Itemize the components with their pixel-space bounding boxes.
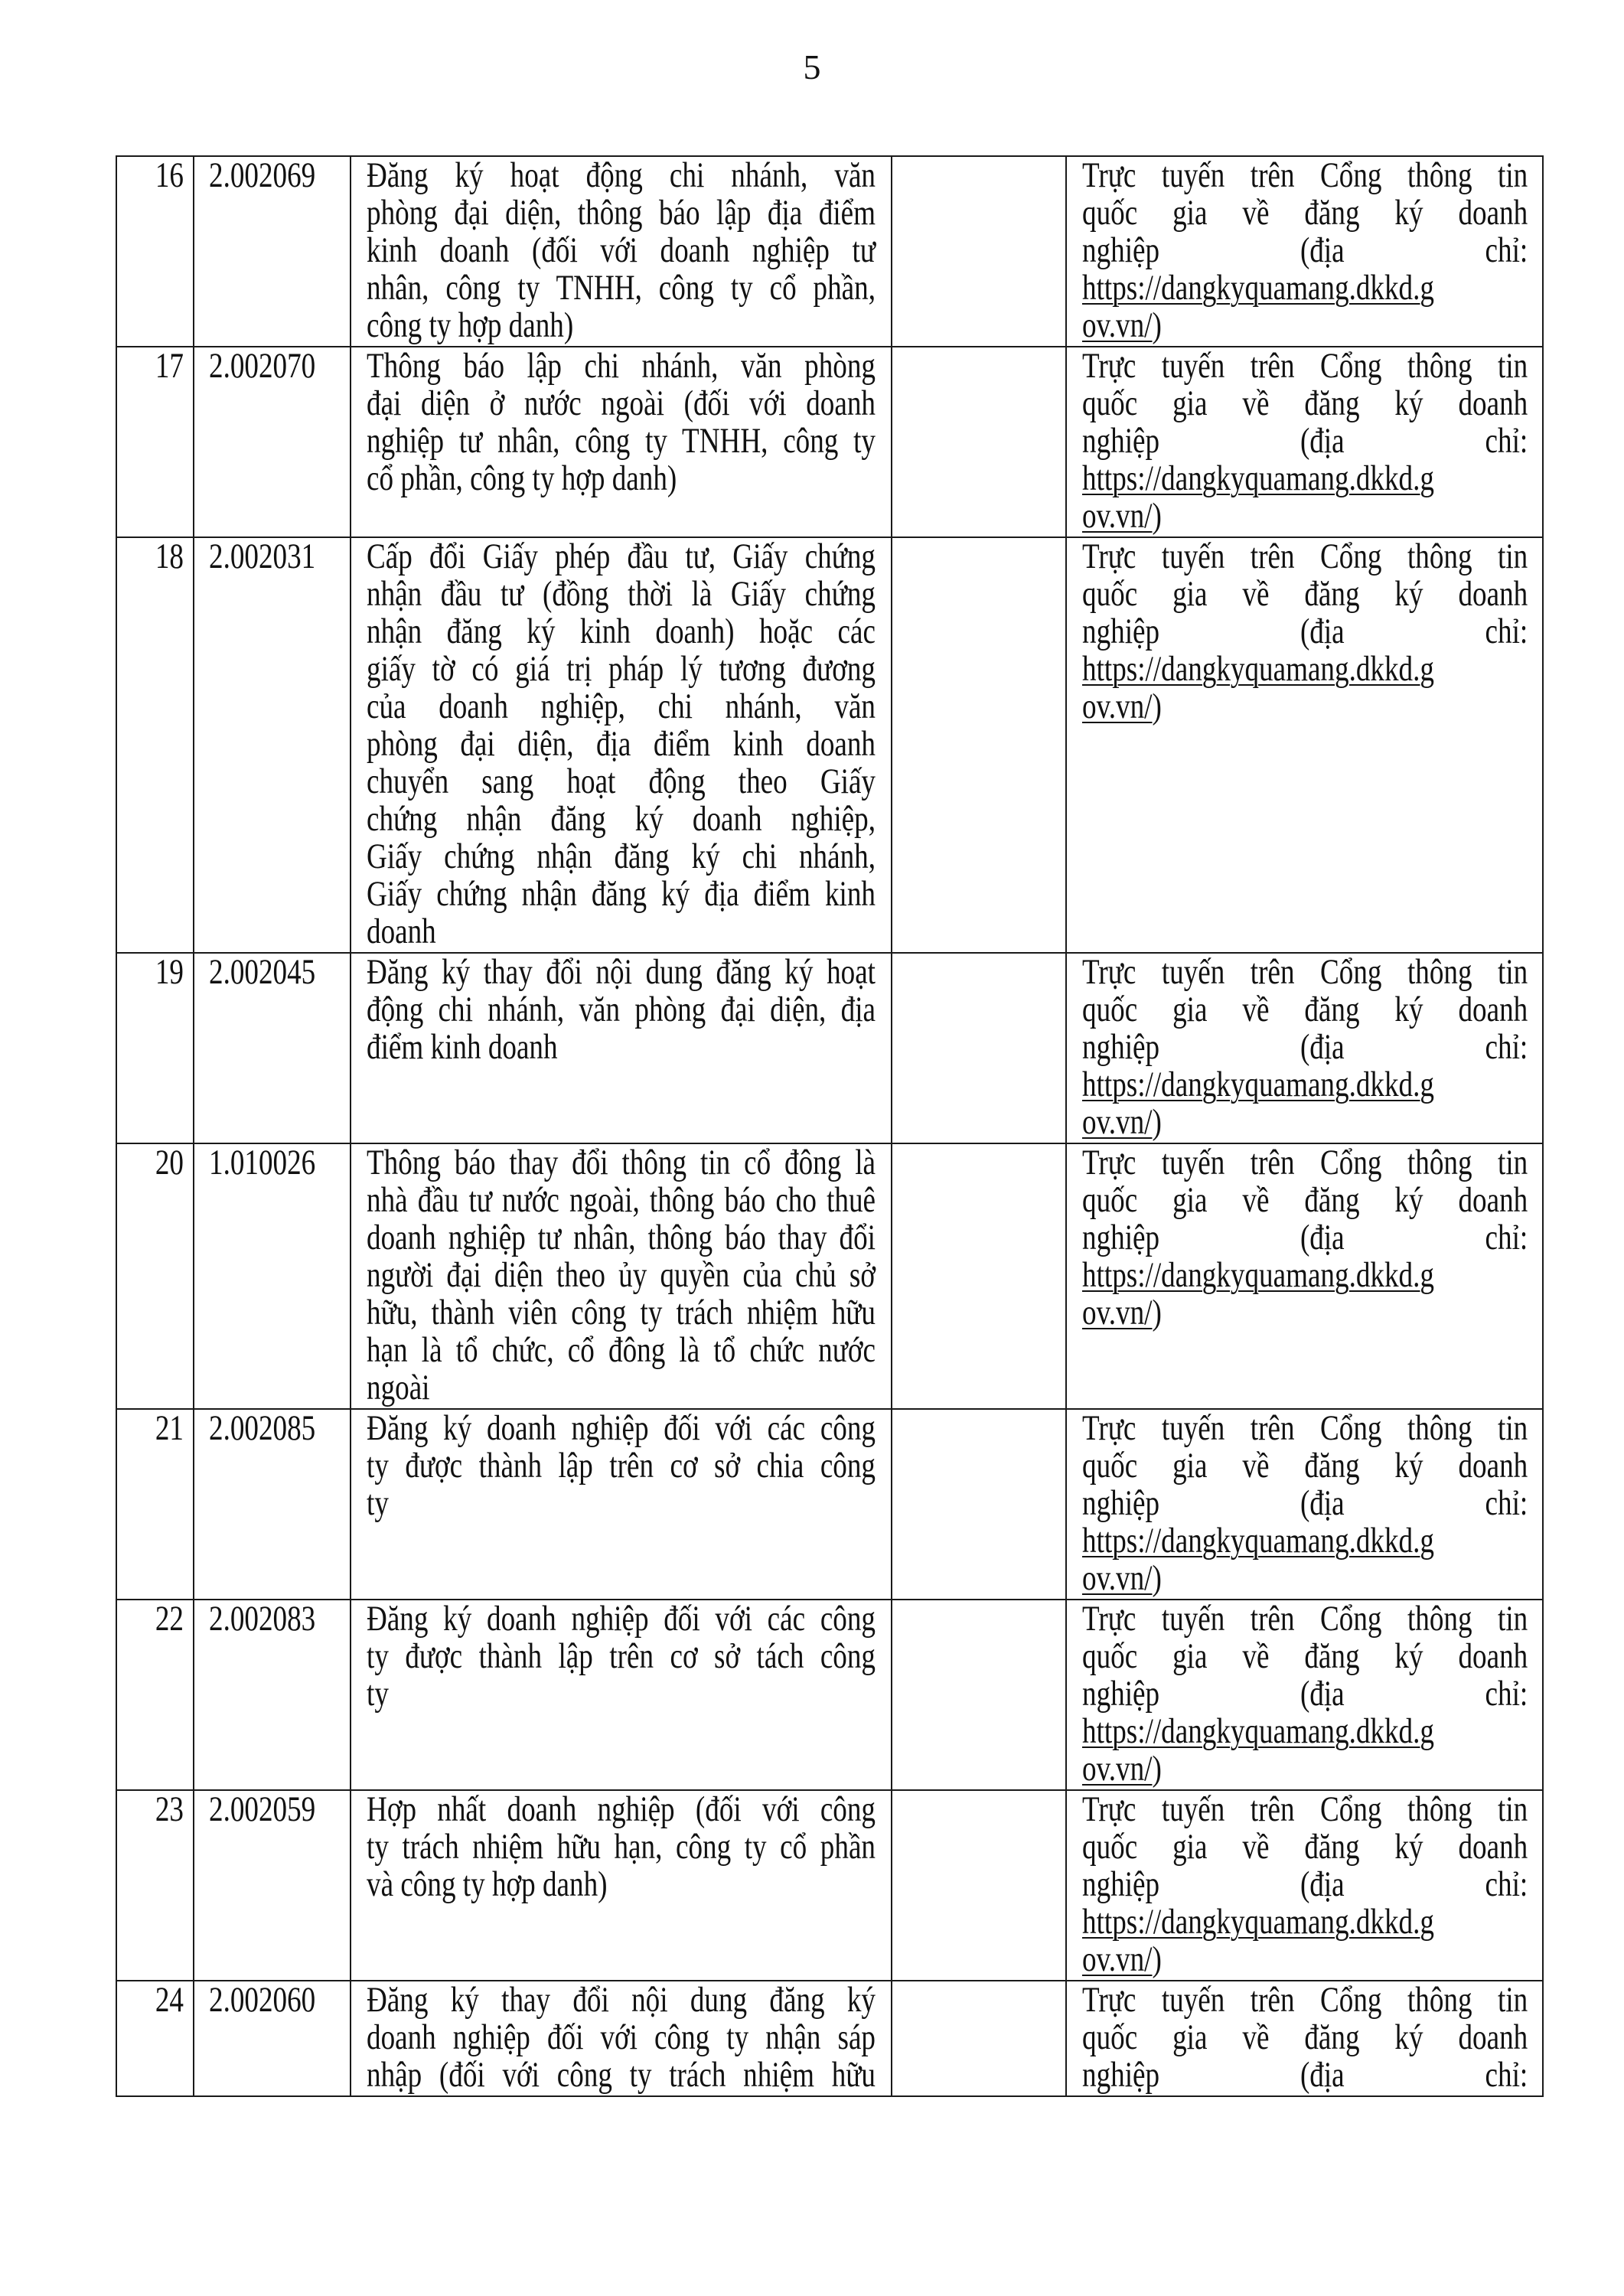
submission-channel-cell: [1066, 953, 1543, 1143]
procedure-code-cell: [194, 1143, 351, 1409]
procedure-code: 2.002059: [209, 1790, 316, 1829]
procedure-name-line: ty được thành lập trên cơ sở tách công: [367, 1636, 876, 1676]
submission-channel-cell-content: [1082, 954, 1528, 1143]
row-number: 18: [155, 537, 184, 576]
empty-cell-content: [892, 954, 1065, 955]
submission-channel-cell-content: [1082, 1144, 1528, 1333]
row-number: 16: [155, 156, 184, 195]
portal-link-line: [1082, 651, 1528, 688]
submission-channel-cell: [1066, 1790, 1543, 1981]
procedure-table: [116, 155, 1544, 2097]
submission-channel-line: nghiệp (địa chỉ:: [1082, 1864, 1528, 1904]
procedure-name-line: ty: [367, 1674, 390, 1714]
table-row: [116, 1600, 1543, 1790]
submission-channel-cell-content: [1082, 347, 1528, 536]
procedure-name-cell: [351, 1600, 892, 1790]
portal-link-line: [1082, 1941, 1528, 1978]
portal-link-line: [1082, 460, 1528, 497]
portal-link[interactable]: https://dangkyquamang.dkkd.g: [1082, 1255, 1435, 1295]
submission-channel-line: Trực tuyến trên Cổng thông tin: [1082, 156, 1528, 195]
procedure-code-cell: [194, 953, 351, 1143]
procedure-name-line: ngoài: [367, 1368, 430, 1407]
procedure-name-line: điểm kinh doanh: [367, 1027, 558, 1067]
row-number-cell-wrap: [117, 954, 193, 993]
procedure-name-cell-content: [367, 1410, 876, 1524]
row-number-cell: [116, 156, 194, 347]
procedure-code-cell: [194, 537, 351, 953]
portal-link-line: [1082, 1903, 1528, 1941]
portal-link[interactable]: https://dangkyquamang.dkkd.g: [1082, 1711, 1435, 1751]
procedure-name-line: kinh doanh (đối với doanh nghiệp tư: [367, 230, 876, 270]
procedure-name-line: Giấy chứng nhận đăng ký chi nhánh,: [367, 837, 876, 876]
submission-channel-cell-content: [1082, 1791, 1528, 1980]
procedure-name-line: Đăng ký thay đổi nội dung đăng ký hoạt: [367, 953, 876, 992]
procedure-name-line: của doanh nghiệp, chi nhánh, văn: [367, 687, 876, 726]
table-row: [116, 347, 1543, 537]
link-close-paren: ): [1152, 1939, 1163, 1979]
row-number-cell: [116, 1600, 194, 1790]
procedure-code-cell: [194, 1790, 351, 1981]
procedure-name-cell-wrap: [351, 1600, 891, 1714]
empty-cell-wrap: [892, 157, 1065, 158]
procedure-name-line: Hợp nhất doanh nghiệp (đối với công: [367, 1790, 876, 1829]
procedure-name-line: nghiệp tư nhân, công ty TNHH, công ty: [367, 421, 876, 461]
submission-channel-cell-wrap: [1067, 1410, 1542, 1599]
procedure-name-line: nhập (đối với công ty trách nhiệm hữu: [367, 2055, 876, 2095]
page-number: 5: [803, 47, 821, 86]
row-number-cell-wrap: [117, 347, 193, 386]
submission-channel-cell-wrap: [1067, 1791, 1542, 1980]
portal-link[interactable]: ov.vn/: [1082, 496, 1153, 536]
procedure-name-cell-wrap: [351, 157, 891, 346]
procedure-code-cell-wrap: [194, 1600, 350, 1639]
portal-link[interactable]: ov.vn/: [1082, 1102, 1153, 1142]
procedure-name-line: doanh nghiệp tư nhân, thông báo thay đổi: [367, 1218, 876, 1257]
empty-cell-wrap: [892, 1791, 1065, 1792]
procedure-name-line: Đăng ký doanh nghiệp đối với các công: [367, 1600, 876, 1639]
procedure-code-cell-wrap: [194, 954, 350, 993]
portal-link-line: [1082, 1713, 1528, 1750]
procedure-name-line: cổ phần, công ty hợp danh): [367, 458, 677, 498]
submission-channel-line: quốc gia về đăng ký doanh: [1082, 1180, 1528, 1220]
procedure-code-cell-wrap: [194, 347, 350, 386]
procedure-code-cell: [194, 1600, 351, 1790]
procedure-name-line: phòng đại diện, thông báo lập địa điểm: [367, 193, 876, 233]
portal-link-line: [1082, 1750, 1528, 1788]
empty-cell: [892, 1981, 1066, 2096]
procedure-code-cell: [194, 1981, 351, 2096]
procedure-name-line: doanh nghiệp đối với công ty nhận sáp: [367, 2017, 876, 2057]
row-number: 21: [155, 1409, 184, 1448]
portal-link-line: [1082, 1257, 1528, 1294]
table-row: [116, 953, 1543, 1143]
procedure-name-cell-wrap: [351, 538, 891, 952]
submission-channel-cell: [1066, 1600, 1543, 1790]
table-row: [116, 156, 1543, 347]
row-number-cell-wrap: [117, 1410, 193, 1449]
submission-channel-cell-wrap: [1067, 157, 1542, 346]
row-number-cell-content: [120, 1410, 184, 1449]
table-row: [116, 1409, 1543, 1600]
portal-link[interactable]: ov.vn/: [1082, 1293, 1153, 1332]
link-close-paren: ): [1152, 687, 1163, 726]
procedure-code-cell-content: [209, 954, 344, 993]
procedure-code-cell-content: [209, 1144, 344, 1183]
empty-cell-content: [892, 1981, 1065, 1983]
row-number-cell-content: [120, 347, 184, 386]
row-number: 17: [155, 347, 184, 386]
procedure-name-line: người đại diện theo ủy quyền của chủ sở: [367, 1255, 876, 1295]
submission-channel-line: nghiệp (địa chỉ:: [1082, 2055, 1528, 2095]
empty-cell-content: [892, 1144, 1065, 1146]
link-close-paren: ): [1152, 305, 1163, 345]
row-number: 24: [155, 1981, 184, 2020]
submission-channel-line: Trực tuyến trên Cổng thông tin: [1082, 1790, 1528, 1829]
row-number-cell-wrap: [117, 1791, 193, 1830]
procedure-code-cell-content: [209, 1791, 344, 1830]
procedure-name-cell-content: [367, 1144, 876, 1408]
portal-link-line: [1082, 1294, 1528, 1332]
procedure-code-cell-wrap: [194, 1144, 350, 1183]
empty-cell: [892, 1143, 1066, 1409]
link-close-paren: ): [1152, 1558, 1163, 1598]
row-number-cell-wrap: [117, 1981, 193, 2020]
row-number: 20: [155, 1143, 184, 1182]
submission-channel-line: Trực tuyến trên Cổng thông tin: [1082, 537, 1528, 576]
procedure-name-cell: [351, 156, 892, 347]
procedure-code-cell-wrap: [194, 157, 350, 196]
submission-channel-cell-wrap: [1067, 1144, 1542, 1333]
procedure-name-cell-content: [367, 538, 876, 952]
procedure-name-line: Đăng ký hoạt động chi nhánh, văn: [367, 156, 876, 195]
submission-channel-line: Trực tuyến trên Cổng thông tin: [1082, 1981, 1528, 2020]
submission-channel-line: nghiệp (địa chỉ:: [1082, 421, 1528, 461]
submission-channel-line: Trực tuyến trên Cổng thông tin: [1082, 1600, 1528, 1639]
procedure-code-cell-wrap: [194, 1981, 350, 2020]
procedure-code-cell-content: [209, 347, 344, 386]
empty-cell-wrap: [892, 538, 1065, 540]
portal-link[interactable]: https://dangkyquamang.dkkd.g: [1082, 1521, 1435, 1561]
procedure-name-cell-wrap: [351, 1981, 891, 2095]
portal-link-line: [1082, 1066, 1528, 1104]
submission-channel-line: quốc gia về đăng ký doanh: [1082, 193, 1528, 233]
procedure-code-cell-content: [209, 538, 344, 577]
row-number-cell-wrap: [117, 1144, 193, 1183]
submission-channel-cell-content: [1082, 1981, 1528, 2095]
row-number: 19: [155, 953, 184, 992]
row-number-cell-content: [120, 1981, 184, 2020]
procedure-name-cell-content: [367, 1981, 876, 2095]
submission-channel-line: quốc gia về đăng ký doanh: [1082, 990, 1528, 1029]
submission-channel-cell: [1066, 1981, 1543, 2096]
portal-link-line: [1082, 497, 1528, 535]
submission-channel-line: quốc gia về đăng ký doanh: [1082, 383, 1528, 423]
procedure-code: 2.002060: [209, 1981, 316, 2020]
empty-cell-content: [892, 1410, 1065, 1411]
row-number-cell-content: [120, 1791, 184, 1830]
procedure-name-line: giấy tờ có giá trị pháp lý tương đương: [367, 649, 876, 689]
procedure-code-cell-content: [209, 1600, 344, 1639]
link-close-paren: ): [1152, 1749, 1163, 1789]
submission-channel-line: quốc gia về đăng ký doanh: [1082, 1827, 1528, 1867]
procedure-name-cell: [351, 537, 892, 953]
procedure-code-cell-wrap: [194, 1410, 350, 1449]
submission-channel-cell-wrap: [1067, 954, 1542, 1143]
procedure-name-line: chứng nhận đăng ký doanh nghiệp,: [367, 799, 876, 839]
portal-link[interactable]: https://dangkyquamang.dkkd.g: [1082, 458, 1435, 498]
procedure-name-cell-wrap: [351, 1791, 891, 1905]
procedure-name-cell: [351, 1409, 892, 1600]
procedure-name-line: nhà đầu tư nước ngoài, thông báo cho thuê: [367, 1180, 876, 1220]
row-number-cell-content: [120, 1600, 184, 1639]
row-number-cell-content: [120, 538, 184, 577]
procedure-name-line: hữu, thành viên công ty trách nhiệm hữu: [367, 1293, 876, 1332]
row-number: 22: [155, 1600, 184, 1639]
submission-channel-cell: [1066, 156, 1543, 347]
portal-link[interactable]: ov.vn/: [1082, 687, 1153, 726]
submission-channel-cell: [1066, 537, 1543, 953]
row-number-cell-content: [120, 954, 184, 993]
empty-cell-wrap: [892, 954, 1065, 955]
portal-link-line: [1082, 1104, 1528, 1141]
submission-channel-cell: [1066, 1409, 1543, 1600]
empty-cell-wrap: [892, 1981, 1065, 1983]
submission-channel-line: quốc gia về đăng ký doanh: [1082, 1636, 1528, 1676]
procedure-name-cell: [351, 1790, 892, 1981]
submission-channel-line: quốc gia về đăng ký doanh: [1082, 1446, 1528, 1486]
row-number-cell: [116, 1409, 194, 1600]
empty-cell: [892, 347, 1066, 537]
submission-channel-line: nghiệp (địa chỉ:: [1082, 1483, 1528, 1523]
empty-cell-content: [892, 347, 1065, 349]
empty-cell-content: [892, 157, 1065, 158]
portal-link-line: [1082, 1560, 1528, 1597]
procedure-name-line: động chi nhánh, văn phòng đại diện, địa: [367, 990, 876, 1029]
procedure-code-cell: [194, 1409, 351, 1600]
procedure-name-cell-content: [367, 954, 876, 1068]
procedure-name-cell-wrap: [351, 347, 891, 499]
procedure-name-cell: [351, 1981, 892, 2096]
empty-cell: [892, 1409, 1066, 1600]
procedure-name-line: ty được thành lập trên cơ sở chia công: [367, 1446, 876, 1486]
procedure-name-line: ty trách nhiệm hữu hạn, công ty cổ phần: [367, 1827, 876, 1867]
procedure-code-cell-content: [209, 1410, 344, 1449]
portal-link[interactable]: ov.vn/: [1082, 305, 1153, 345]
link-close-paren: ): [1152, 1293, 1163, 1332]
procedure-name-cell-wrap: [351, 1144, 891, 1408]
procedure-code-cell-wrap: [194, 538, 350, 577]
submission-channel-cell: [1066, 347, 1543, 537]
procedure-code: 2.002045: [209, 953, 316, 992]
empty-cell: [892, 156, 1066, 347]
row-number-cell: [116, 1790, 194, 1981]
portal-link[interactable]: https://dangkyquamang.dkkd.g: [1082, 1065, 1435, 1104]
submission-channel-line: nghiệp (địa chỉ:: [1082, 230, 1528, 270]
procedure-code-cell: [194, 156, 351, 347]
empty-cell-wrap: [892, 1410, 1065, 1411]
table-row: [116, 1790, 1543, 1981]
submission-channel-line: nghiệp (địa chỉ:: [1082, 612, 1528, 651]
procedure-name-line: ty: [367, 1483, 390, 1523]
procedure-name-line: nhận đăng ký kinh doanh) hoặc các: [367, 612, 876, 651]
row-number-cell: [116, 1143, 194, 1409]
row-number-cell-content: [120, 157, 184, 196]
submission-channel-cell-wrap: [1067, 538, 1542, 727]
procedure-name-line: Đăng ký thay đổi nội dung đăng ký: [367, 1981, 876, 2020]
empty-cell-content: [892, 1791, 1065, 1792]
row-number-cell: [116, 537, 194, 953]
portal-link-line: [1082, 269, 1528, 307]
submission-channel-line: nghiệp (địa chỉ:: [1082, 1027, 1528, 1067]
procedure-name-line: Cấp đổi Giấy phép đầu tư, Giấy chứng: [367, 537, 876, 576]
submission-channel-cell-content: [1082, 1410, 1528, 1599]
link-close-paren: ): [1152, 1102, 1163, 1142]
procedure-name-cell: [351, 953, 892, 1143]
procedure-code: 2.002070: [209, 347, 316, 386]
procedure-code: 2.002069: [209, 156, 316, 195]
procedure-name-line: nhận đầu tư (đồng thời là Giấy chứng: [367, 574, 876, 614]
row-number: 23: [155, 1790, 184, 1829]
procedure-name-line: phòng đại diện, địa điểm kinh doanh: [367, 724, 876, 764]
procedure-name-line: Đăng ký doanh nghiệp đối với các công: [367, 1409, 876, 1448]
procedure-name-line: đại diện ở nước ngoài (đối với doanh: [367, 383, 876, 423]
procedure-table-body: [116, 156, 1543, 2096]
procedure-code: 2.002031: [209, 537, 316, 576]
procedure-name-line: doanh: [367, 912, 437, 951]
submission-channel-line: Trực tuyến trên Cổng thông tin: [1082, 347, 1528, 386]
portal-link[interactable]: ov.vn/: [1082, 1558, 1153, 1598]
empty-cell-wrap: [892, 1144, 1065, 1146]
empty-cell: [892, 537, 1066, 953]
portal-link[interactable]: https://dangkyquamang.dkkd.g: [1082, 268, 1435, 308]
submission-channel-cell: [1066, 1143, 1543, 1409]
procedure-name-line: và công ty hợp danh): [367, 1864, 608, 1904]
procedure-name-cell-wrap: [351, 1410, 891, 1524]
procedure-code: 1.010026: [209, 1143, 316, 1182]
procedure-name-cell: [351, 347, 892, 537]
portal-link-line: [1082, 307, 1528, 344]
submission-channel-cell-wrap: [1067, 1981, 1542, 2095]
table-row: [116, 537, 1543, 953]
procedure-name-cell-content: [367, 157, 876, 346]
procedure-name-cell-content: [367, 1600, 876, 1714]
empty-cell-wrap: [892, 1600, 1065, 1602]
submission-channel-line: Trực tuyến trên Cổng thông tin: [1082, 1409, 1528, 1448]
submission-channel-cell-wrap: [1067, 347, 1542, 536]
procedure-code: 2.002083: [209, 1600, 316, 1639]
portal-link-line: [1082, 1522, 1528, 1560]
submission-channel-line: quốc gia về đăng ký doanh: [1082, 2017, 1528, 2057]
procedure-name-line: công ty hợp danh): [367, 305, 574, 345]
row-number-cell: [116, 1981, 194, 2096]
empty-cell: [892, 1790, 1066, 1981]
submission-channel-line: nghiệp (địa chỉ:: [1082, 1674, 1528, 1714]
portal-link[interactable]: ov.vn/: [1082, 1749, 1153, 1789]
row-number-cell-content: [120, 1144, 184, 1183]
procedure-name-line: hạn là tổ chức, cổ đông là tổ chức nước: [367, 1330, 876, 1370]
submission-channel-line: Trực tuyến trên Cổng thông tin: [1082, 1143, 1528, 1182]
procedure-code-cell-content: [209, 1981, 344, 2020]
submission-channel-cell-content: [1082, 157, 1528, 346]
row-number-cell-wrap: [117, 538, 193, 577]
procedure-name-cell: [351, 1143, 892, 1409]
submission-channel-line: nghiệp (địa chỉ:: [1082, 1218, 1528, 1257]
portal-link[interactable]: ov.vn/: [1082, 1939, 1153, 1979]
portal-link[interactable]: https://dangkyquamang.dkkd.g: [1082, 1902, 1435, 1942]
row-number-cell: [116, 953, 194, 1143]
empty-cell: [892, 1600, 1066, 1790]
procedure-name-cell-content: [367, 347, 876, 499]
empty-cell-wrap: [892, 347, 1065, 349]
procedure-code-cell: [194, 347, 351, 537]
submission-channel-cell-wrap: [1067, 1600, 1542, 1789]
empty-cell: [892, 953, 1066, 1143]
procedure-name-cell-content: [367, 1791, 876, 1905]
procedure-name-line: nhân, công ty TNHH, công ty cổ phần,: [367, 268, 876, 308]
portal-link-line: [1082, 688, 1528, 726]
table-row: [116, 1981, 1543, 2096]
submission-channel-line: Trực tuyến trên Cổng thông tin: [1082, 953, 1528, 992]
submission-channel-cell-content: [1082, 538, 1528, 727]
empty-cell-content: [892, 1600, 1065, 1602]
portal-link[interactable]: https://dangkyquamang.dkkd.g: [1082, 649, 1435, 689]
procedure-name-line: Thông báo lập chi nhánh, văn phòng: [367, 347, 876, 386]
procedure-name-line: chuyển sang hoạt động theo Giấy: [367, 762, 876, 801]
procedure-code-cell-content: [209, 157, 344, 196]
table-row: [116, 1143, 1543, 1409]
submission-channel-line: quốc gia về đăng ký doanh: [1082, 574, 1528, 614]
row-number-cell-wrap: [117, 1600, 193, 1639]
procedure-name-line: Thông báo thay đổi thông tin cổ đông là: [367, 1143, 876, 1182]
procedure-code-cell-wrap: [194, 1791, 350, 1830]
submission-channel-cell-content: [1082, 1600, 1528, 1789]
row-number-cell: [116, 347, 194, 537]
procedure-code: 2.002085: [209, 1409, 316, 1448]
procedure-name-cell-wrap: [351, 954, 891, 1068]
row-number-cell-wrap: [117, 157, 193, 196]
empty-cell-content: [892, 538, 1065, 540]
procedure-name-line: Giấy chứng nhận đăng ký địa điểm kinh: [367, 874, 876, 914]
link-close-paren: ): [1152, 496, 1163, 536]
